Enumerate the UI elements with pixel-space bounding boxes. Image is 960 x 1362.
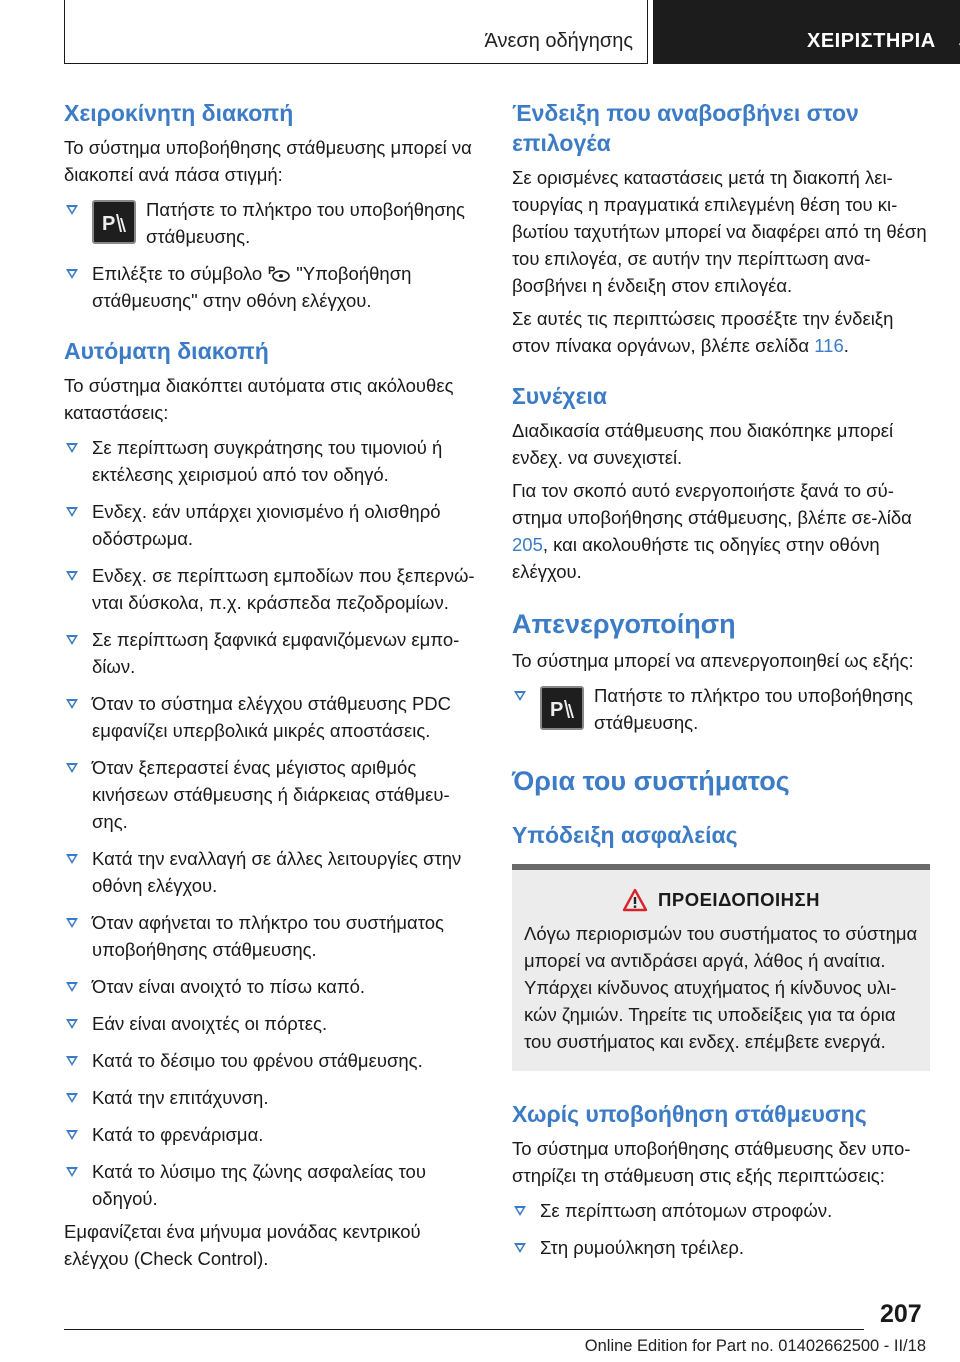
- page-number: 207: [880, 1300, 922, 1328]
- paragraph: [512, 477, 930, 585]
- paragraph: Το σύστημα διακόπτει αυτόματα στις ακόλουθες καταστάσεις:: [64, 375, 454, 423]
- list-item-text: Πατήστε το πλήκτρο του υποβοήθησης στάθμευσης.: [146, 199, 465, 247]
- warning-triangle-icon: [622, 888, 648, 912]
- heading-no-park-assist: Χωρίς υποβοήθηση στάθμευσης: [512, 1101, 867, 1127]
- list-item-text: Όταν το σύστημα ελέγχου στάθμευσης PDC εμφανίζει υπερβολικά μικρές αποστάσεις.: [92, 693, 452, 741]
- bullet-triangle-icon: [66, 854, 78, 864]
- bullet-triangle-icon: [66, 982, 78, 992]
- list-item-text: Κατά την εναλλαγή σε άλλες λειτουργίες στην οθόνη ελέγχου.: [92, 848, 462, 896]
- bullet-triangle-icon: [66, 1056, 78, 1066]
- left-column: [64, 98, 482, 1272]
- list-item-text: Όταν ξεπεραστεί ένας μέγιστος αριθμός κινήσεων στάθμευσης ή διάρκειας στάθμευ-σης.: [92, 757, 450, 832]
- list-item-text: Κατά την επιτάχυνση.: [92, 1087, 269, 1108]
- list-item-text: Πατήστε το πλήκτρο του υποβοήθησης στάθμευσης.: [594, 685, 913, 733]
- bullet-triangle-icon: [66, 763, 78, 773]
- section-title: Άνεση οδήγησης: [484, 30, 633, 52]
- heading-system-limits: Όρια του συστήματος: [512, 766, 790, 796]
- list-item-text: Σε περίπτωση ξαφνικά εμφανιζόμενων εμπο-δίων.: [92, 629, 460, 677]
- list-item: [64, 1158, 482, 1212]
- bullet-triangle-icon: [66, 699, 78, 709]
- list-item: [64, 498, 482, 552]
- paragraph: Σε ορισμένες καταστάσεις μετά τη διακοπή λει-τουργίας η πραγματικά επιλεγμένη θέση του κι-βωτίου ταχυτήτων μπορεί να διαφέρει από τη θέση του επιλογέα, σε αυτήν την περίπτωση ανα-βοσβήνει η ένδειξη στον επιλογέα.: [512, 167, 927, 296]
- bullet-triangle-icon: [514, 691, 526, 701]
- paragraph: Το σύστημα υποβοήθησης στάθμευσης μπορεί να διακοπεί ανά πάσα στιγμή:: [64, 137, 472, 185]
- paragraph: Εμφανίζεται ένα μήνυμα μονάδας κεντρικού ελέγχου (Check Control).: [64, 1221, 421, 1269]
- deactivation-list: [512, 682, 930, 736]
- page-header: [64, 0, 960, 66]
- bullet-triangle-icon: [66, 571, 78, 581]
- warning-header: [524, 888, 918, 912]
- bullet-triangle-icon: [66, 635, 78, 645]
- list-item-text: Επιλέξτε το σύμβολο: [92, 263, 263, 284]
- list-item-text: Ενδεχ. σε περίπτωση εμποδίων που ξεπερνώ-νται δύσκολα, π.χ. κράσπεδα πεζοδρομίων.: [92, 565, 475, 613]
- list-item: [64, 845, 482, 899]
- paragraph: Διαδικασία στάθμευσης που διακόπηκε μπορεί ενδεχ. να συνεχιστεί.: [512, 420, 894, 468]
- manual-stop-list: [64, 196, 482, 314]
- list-item-text: Όταν αφήνεται το πλήκτρο του συστήματος υποβοήθησης στάθμευσης.: [92, 912, 444, 960]
- list-item-text: Εάν είναι ανοιχτές οι πόρτες.: [92, 1013, 328, 1034]
- warning-box: [512, 864, 930, 1071]
- heading-blinking-indicator: Ένδειξη που αναβοσβήνει στον επιλογέα: [512, 100, 859, 156]
- list-item-text: Όταν είναι ανοιχτό το πίσω καπό.: [92, 976, 366, 997]
- bullet-triangle-icon: [514, 1206, 526, 1216]
- chapter-title: ΧΕΙΡΙΣΤΗΡΙΑ: [807, 30, 936, 52]
- list-item: [64, 260, 482, 314]
- warning-text: Λόγω περιορισμών του συστήματος το σύστημα μπορεί να αντιδράσει αργά, λάθος ή αναίτια. Υπάρχει κίνδυνος ατυχήματος ή κίνδυνος υλι-κών ζημιών. Τηρείτε τις υποδείξεις για τα όρια του συστήματος και ενδεχ. επέμβετε ενεργά.: [524, 923, 918, 1052]
- list-item: [64, 562, 482, 616]
- page-link-116[interactable]: 116: [814, 335, 844, 356]
- park-assist-button-icon: [540, 686, 584, 730]
- list-item: [512, 1197, 930, 1224]
- heading-manual-stop: Χειροκίνητη διακοπή: [64, 100, 294, 126]
- paragraph-text: Σε αυτές τις περιπτώσεις προσέξτε την ένδειξη στον πίνακα οργάνων, βλέπε σελίδα: [512, 308, 894, 356]
- list-item: [64, 626, 482, 680]
- section-tab: [64, 0, 648, 64]
- paragraph: Το σύστημα υποβοήθησης στάθμευσης δεν υπο-στηρίζει τη στάθμευση στις εξής περιπτώσεις:: [512, 1138, 911, 1186]
- list-item-text: Στη ρυμούλκηση τρέιλερ.: [540, 1237, 744, 1258]
- list-item: [64, 909, 482, 963]
- svg-text:P: P: [550, 699, 564, 721]
- list-item: [64, 196, 482, 250]
- heading-deactivation: Απενεργοποίηση: [512, 609, 736, 639]
- hand-pointer-icon: [955, 24, 960, 54]
- bullet-triangle-icon: [66, 443, 78, 453]
- list-item: [64, 1121, 482, 1148]
- paragraph: Το σύστημα μπορεί να απενεργοποιηθεί ως εξής:: [512, 650, 914, 671]
- list-item: [64, 1010, 482, 1037]
- list-item-text: Κατά το φρενάρισμα.: [92, 1124, 264, 1145]
- list-item-text: Σε περίπτωση απότομων στροφών.: [540, 1200, 833, 1221]
- heading-auto-stop: Αυτόματη διακοπή: [64, 338, 269, 364]
- list-item-text: Κατά το δέσιμο του φρένου στάθμευσης.: [92, 1050, 423, 1071]
- bullet-triangle-icon: [66, 918, 78, 928]
- park-assist-button-icon: [92, 200, 136, 244]
- list-item: [512, 682, 930, 736]
- bullet-triangle-icon: [66, 269, 78, 279]
- paragraph-text: , και ακολουθήστε τις οδηγίες στην οθόνη ελέγχου.: [512, 534, 880, 582]
- heading-safety-note: Υπόδειξη ασφαλείας: [512, 822, 738, 848]
- chapter-tab: [653, 0, 960, 64]
- list-item: [64, 754, 482, 835]
- no-assist-list: [512, 1197, 930, 1261]
- bullet-triangle-icon: [66, 1019, 78, 1029]
- footer-divider: [64, 1329, 864, 1330]
- list-item-text: Κατά το λύσιμο της ζώνης ασφαλείας του οδηγού.: [92, 1161, 426, 1209]
- svg-text:P: P: [102, 213, 116, 235]
- park-assist-symbol-icon: [268, 262, 290, 284]
- bullet-triangle-icon: [66, 1167, 78, 1177]
- auto-stop-list: [64, 434, 482, 1212]
- list-item: [64, 1084, 482, 1111]
- list-item: [64, 690, 482, 744]
- page-link-205[interactable]: 205: [512, 534, 543, 555]
- list-item: [64, 434, 482, 488]
- paragraph-text: Για τον σκοπό αυτό ενεργοποιήστε ξανά το σύ-στημα υποβοήθησης στάθμευσης, βλέπε σε-λίδα: [512, 480, 912, 528]
- bullet-triangle-icon: [66, 1130, 78, 1140]
- list-item-text: Σε περίπτωση συγκράτησης του τιμονιού ή εκτέλεσης χειρισμού από τον οδηγό.: [92, 437, 443, 485]
- right-column: [512, 98, 930, 1261]
- svg-text:P: P: [268, 265, 276, 277]
- list-item: [64, 973, 482, 1000]
- list-item: [64, 1047, 482, 1074]
- bullet-triangle-icon: [66, 205, 78, 215]
- bullet-triangle-icon: [66, 507, 78, 517]
- list-item-text: "Υποβοήθηση στάθμευσης" στην οθόνη ελέγχου.: [92, 263, 412, 311]
- heading-continue: Συνέχεια: [512, 383, 608, 409]
- bullet-triangle-icon: [514, 1243, 526, 1253]
- list-item-text: Ενδεχ. εάν υπάρχει χιονισμένο ή ολισθηρό οδόστρωμα.: [92, 501, 441, 549]
- warning-title: ΠΡΟΕΙΔΟΠΟΙΗΣΗ: [658, 889, 820, 910]
- paragraph: Σε αυτές τις περιπτώσεις προσέξτε την ένδειξη στον πίνακα οργάνων, βλέπε σελίδα 116.: [512, 308, 894, 356]
- bullet-triangle-icon: [66, 1093, 78, 1103]
- list-item: [512, 1234, 930, 1261]
- edition-note: Online Edition for Part no. 01402662500 - II/18: [584, 1337, 926, 1355]
